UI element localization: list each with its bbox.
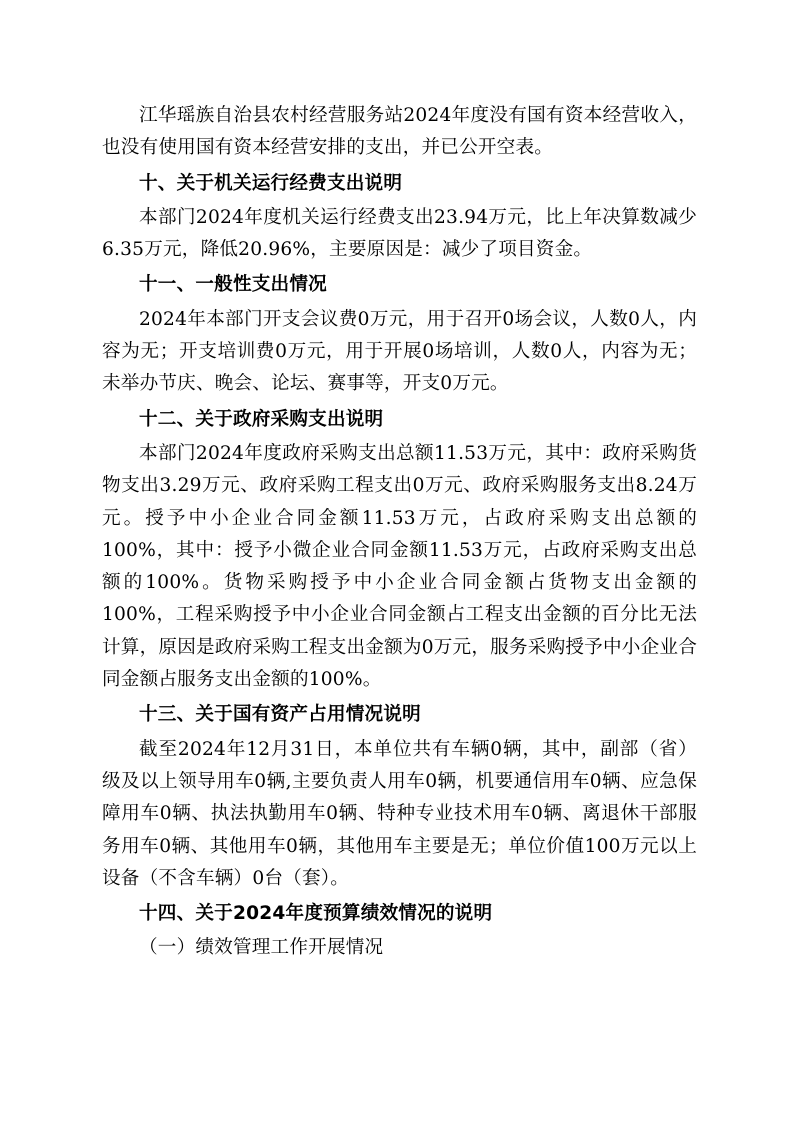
document-page	[102, 100, 697, 965]
heading-section-14: 十四、关于2024年度预算绩效情况的说明	[139, 903, 493, 925]
heading-section-12: 十二、关于政府采购支出说明	[139, 408, 384, 430]
heading-section-10: 十、关于机关运行经费支出说明	[139, 172, 403, 194]
heading-section-11: 十一、一般性支出情况	[139, 274, 327, 296]
paragraph-government-procurement: 本部门2024年度政府采购支出总额11.53万元，其中：政府采购货物支出3.29万元、政府采购工程支出0万元、政府采购服务支出8.24万元。授予中小企业合同金额11.53万元，占政府采购支出总额的100%，其中：授予小微企业合同金额11.53万元，占政府采购支出总额的100%。货物采购授予中小企业合同金额占货物支出金额的100%，工程采购授予中小企业合同金额占工程支出金额的百分比无法计算，原因是政府采购工程支出金额为0万元，服务采购授予中小企业合同金额占服务支出金额的100%。	[102, 442, 697, 691]
paragraph-state-capital: 江华瑶族自治县农村经营服务站2024年度没有国有资本经营收入，也没有使用国有资本经营安排的支出，并已公开空表。	[102, 105, 697, 159]
heading-section-13: 十三、关于国有资产占用情况说明	[139, 704, 421, 726]
paragraph-state-assets: 截至2024年12月31日，本单位共有车辆0辆，其中，副部（省）级及以上领导用车0辆,主要负责人用车0辆，机要通信用车0辆、应急保障用车0辆、执法执勤用车0辆、特种专业技术用车0辆、离退休干部服务用车0辆、其他用车0辆，其他用车主要是无；单位价值100万元以上设备（不含车辆）0台（套）。	[102, 738, 697, 889]
subheading-performance-management: （一）绩效管理工作开展情况	[139, 937, 384, 959]
paragraph-operating-expenses: 本部门2024年度机关运行经费支出23.94万元，比上年决算数减少6.35万元，降低20.96%，主要原因是：减少了项目资金。	[102, 206, 697, 261]
paragraph-general-expenses: 2024年本部门开支会议费0万元，用于召开0场会议，人数0人，内容为无；开支培训费0万元，用于开展0场培训，人数0人，内容为无；未举办节庆、晚会、论坛、赛事等，开支0万元。	[102, 308, 697, 395]
